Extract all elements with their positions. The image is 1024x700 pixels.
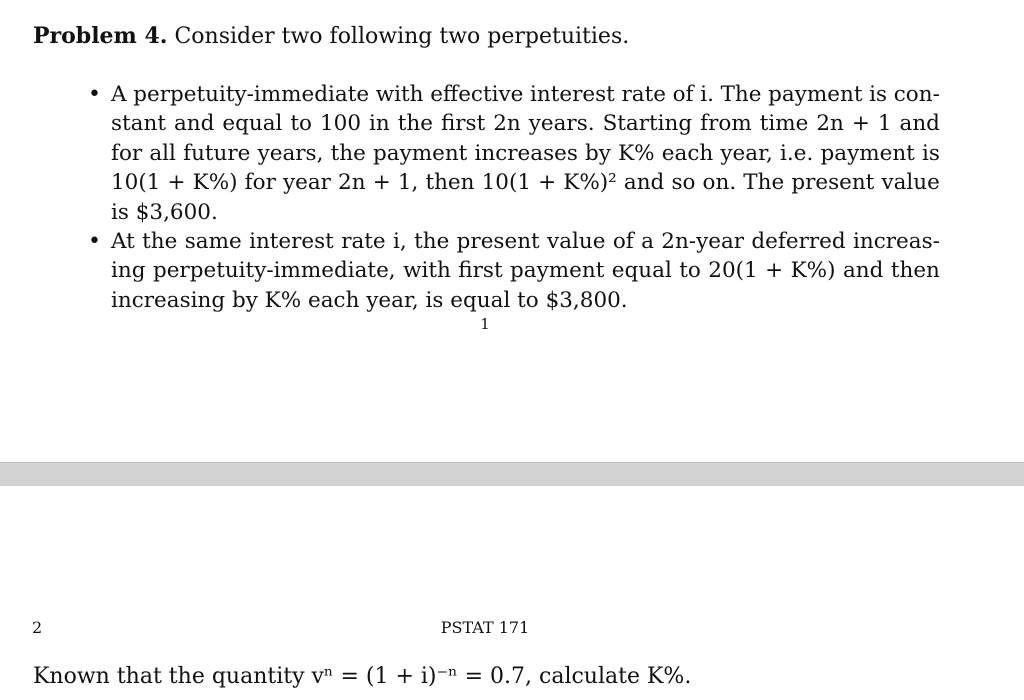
page-number: 2	[32, 618, 43, 637]
list-item	[88, 227, 940, 315]
bullet-line: is $3,600.	[111, 199, 218, 225]
pdf-page-2	[0, 486, 1024, 700]
bullet-line: ing perpetuity-immediate, with first payment equal to 20(1 + K%) and then	[111, 258, 940, 284]
page-separator	[0, 462, 1024, 488]
bullet-line: for all future years, the payment increases by K% each year, i.e. payment is	[111, 140, 940, 166]
problem-intro: Consider two following two perpetuities.	[174, 24, 630, 49]
page-number: 1	[480, 315, 490, 333]
bullet-line: At the same interest rate i, the present value of a 2n-year deferred increas-	[111, 229, 940, 255]
running-header: PSTAT 171	[440, 618, 530, 637]
bullet-line: increasing by K% each year, is equal to $3,800.	[111, 287, 628, 313]
bullet-icon: •	[88, 82, 101, 107]
problem-label: Problem 4.	[33, 23, 168, 49]
list-item	[88, 80, 940, 227]
bullet-line: 10(1 + K%) for year 2n + 1, then 10(1 + K%)² and so on. The present value	[111, 170, 940, 196]
bullet-line: A perpetuity-immediate with effective interest rate of i. The payment is con-	[111, 82, 940, 107]
bullet-icon: •	[88, 229, 101, 255]
bullet-line: stant and equal to 100 in the first 2n years. Starting from time 2n + 1 and	[111, 111, 940, 137]
problem-heading	[33, 22, 629, 51]
question-text: Known that the quantity vⁿ = (1 + i)⁻ⁿ = 0.7, calculate K%.	[33, 664, 692, 689]
perpetuity-list	[88, 80, 940, 315]
